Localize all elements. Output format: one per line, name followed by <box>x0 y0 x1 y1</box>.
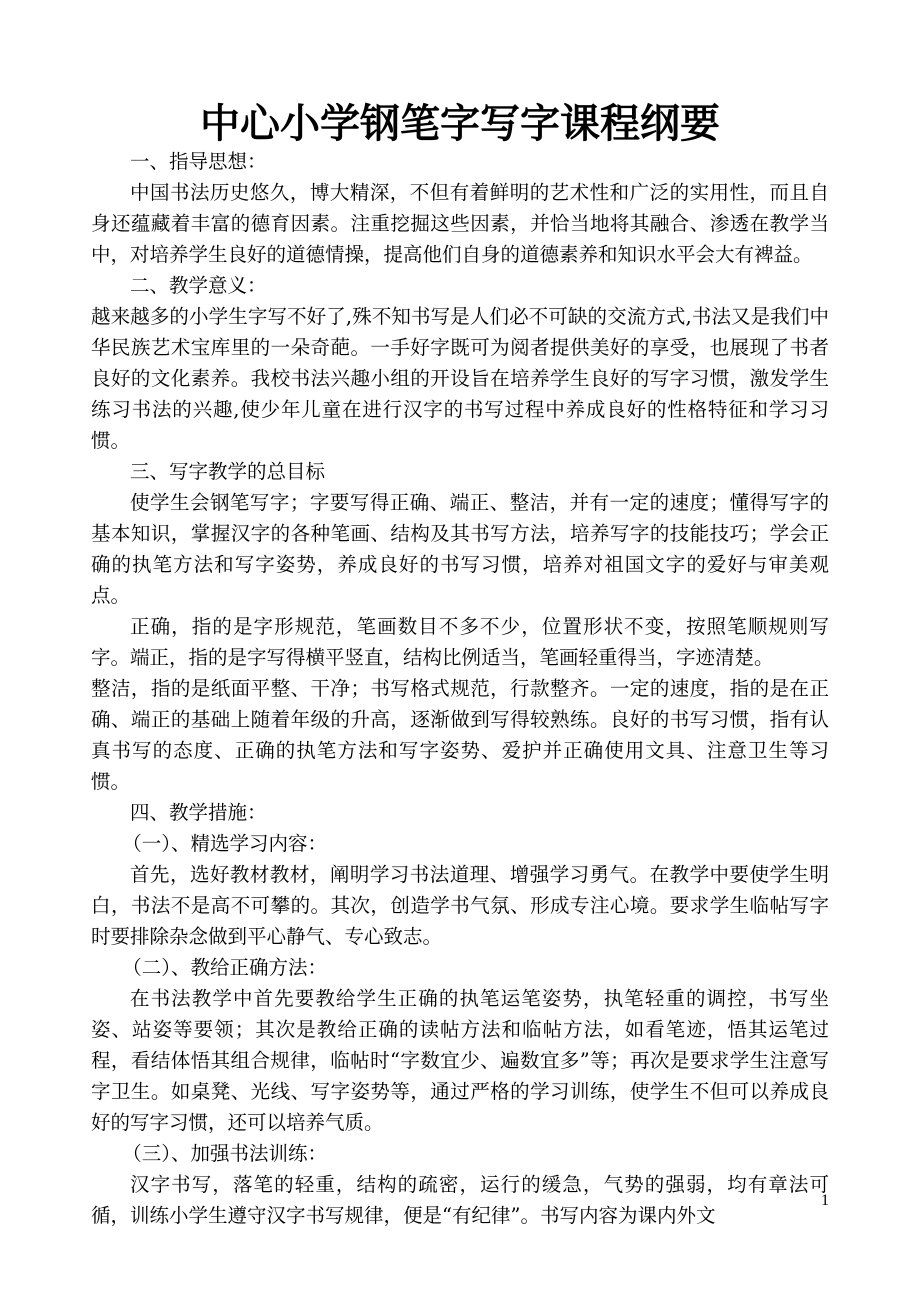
subsection-heading-1: （一）、精选学习内容： <box>122 832 327 855</box>
subsection-heading-3: （三）、加强书法训练： <box>122 1142 327 1165</box>
section-heading-2: 二、教学意义： <box>130 274 267 297</box>
section-heading-1: 一、指导思想： <box>130 150 267 173</box>
paragraph: 正确，指的是字形规范，笔画数目不多不少，位置形状不变，按照笔顺规则写字。端正，指的是字写得横平竖直，结构比例适当，笔画轻重得当，字迹清楚。 <box>91 615 829 669</box>
document-title: 中心小学钢笔字写字课程纲要 <box>200 100 720 147</box>
paragraph: 使学生会钢笔写字；字要写得正确、端正、整洁，并有一定的速度；懂得写字的基本知识，掌握汉字的各种笔画、结构及其书写方法，培养写字的技能技巧；学会正确的执笔方法和写字姿势，养成良好的书写习惯，培养对祖国文字的爱好与审美观点。 <box>91 491 829 607</box>
paragraph: 越来越多的小学生字写不好了,殊不知书写是人们必不可缺的交流方式,书法又是我们中华民族艺术宝库里的一朵奇葩。一手好字既可为阅者提供美好的享受，也展现了书者良好的文化素养。我校书法兴趣小组的开设旨在培养学生良好的写字习惯，激发学生练习书法的兴趣,使少年儿童在进行汉字的书写过程中养成良好的性格特征和学习习惯。 <box>91 305 829 452</box>
paragraph: 中国书法历史悠久，博大精深，不但有着鲜明的艺术性和广泛的实用性，而且自身还蕴藏着丰富的德育因素。注重挖掘这些因素，并恰当地将其融合、渗透在教学当中，对培养学生良好的道德情操，提高他们自身的道德素养和知识水平会大有裨益。 <box>91 181 829 266</box>
subsection-heading-2: （二）、教给正确方法： <box>122 956 327 979</box>
page-number: 1 <box>821 1192 829 1209</box>
section-heading-3: 三、写字教学的总目标 <box>130 460 326 483</box>
section-heading-4: 四、教学措施： <box>130 801 267 824</box>
document-body <box>91 146 829 1231</box>
paragraph: 在书法教学中首先要教给学生正确的执笔运笔姿势，执笔轻重的调控，书写坐姿、站姿等要领；其次是教给正确的读帖方法和临帖方法，如看笔迹，悟其运笔过程，看结体悟其组合规律，临帖时“字数宜少、遍数宜多”等；再次是要求学生注意写字卫生。如桌凳、光线、写字姿势等，通过严格的学习训练，使学生不但可以养成良好的写字习惯，还可以培养气质。 <box>91 987 829 1134</box>
paragraph: 整洁，指的是纸面平整、干净；书写格式规范，行款整齐。一定的速度，指的是在正确、端正的基础上随着年级的升高，逐渐做到写得较熟练。良好的书写习惯，指有认真书写的态度、正确的执笔方法和写字姿势、爱护并正确使用文具、注意卫生等习惯。 <box>91 677 829 793</box>
paragraph: 首先，选好教材教材，阐明学习书法道理、增强学习勇气。在教学中要使学生明白，书法不是高不可攀的。其次，创造学书气氛、形成专注心境。要求学生临帖写字时要排除杂念做到平心静气、专心致志。 <box>91 863 829 948</box>
paragraph: 汉字书写，落笔的轻重，结构的疏密，运行的缓急，气势的强弱，均有章法可循，训练小学生遵守汉字书写规律，便是“有纪律”。书写内容为课内外文 <box>91 1173 829 1227</box>
